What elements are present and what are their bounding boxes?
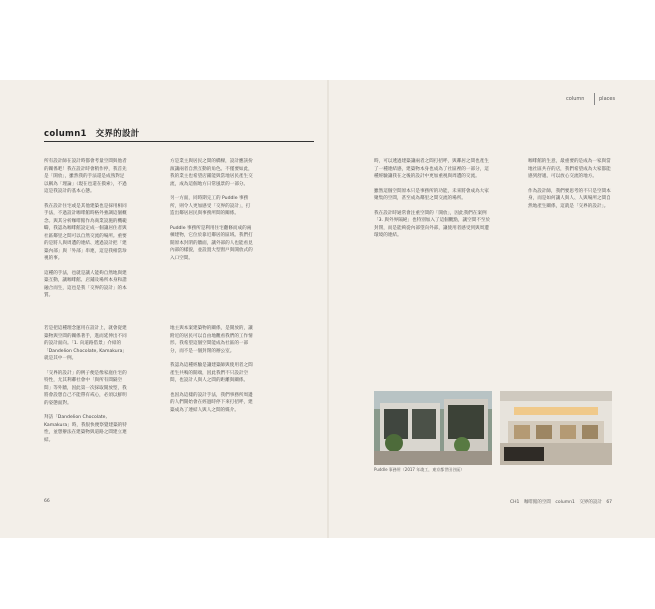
paragraph: 所有設計師在設計時都會考量空間與他者的關係吧！我在設計時會稍作停，我首先是「開放」，雖然我的手法還是成熟對足以稱為「理論」（現在也還在摸索），不過這是我設計的基本心態。	[44, 159, 127, 194]
text-column-2	[170, 158, 253, 269]
page-footer-right: CH1 咖啡館的空間 column1 交界的設計 67	[510, 500, 613, 505]
paragraph: 時，可以透過建築讓兩者之間打招呼，與鄰居之間也產生了一種連結感，建築物本身也成為了社區裡的一部分，這種經驗讓我在之後的設計中更加重視與周遭的交流。	[374, 159, 489, 179]
paragraph: 我在設計時通常會注重空間的「開放」，因此我們在案例「3. 與外界隔絕」也特別加入了這個觀點，讓空間不至於封閉，而是能夠從內部望向外部，讓使用者感受到與周遭環境的連結。	[374, 210, 491, 238]
paragraph: 這種的手法，也就是讓人能夠自然地與建築互動，讓咖啡館、店鋪及場所本身和諧融合而生，這也是我「交界的設計」的本質。	[44, 270, 127, 298]
text-column-4	[528, 158, 611, 217]
paragraph: 地主與本案建築物的關係，是開放的，讓附近的居民可以自由地觀看我們的工作情形。我希望這個空間能成為社區的一部分，而不是一個封閉的辦公室。	[170, 326, 253, 354]
page-number-left: 66	[44, 499, 50, 504]
interior-photo	[500, 391, 612, 465]
page-title: column1 交界的設計	[44, 129, 140, 139]
text-column-3	[374, 158, 492, 247]
paragraph: 若是把這種理念運用在設計上，就會從建築物與空間的關係著手，進而延伸出不同的設計面向。「1. 向道路借景」介紹的「Dandelion Chocolate, Kamakura」就是其中一例。	[44, 326, 128, 361]
paragraph: 拜訪「Dandelion Chocolate, Kamakura」時，我很快便察覺建築的特性，並想辦法在建築物與道路之間建立連結。	[44, 415, 127, 443]
exterior-photo	[374, 391, 492, 465]
running-header-places: places	[599, 96, 616, 102]
running-header-column: column	[566, 96, 585, 102]
paragraph: 方是業主與居民之間的橋樑，設計應該扮演讓兩者自然互動的角色。不僅要如此，我的業主也希望店鋪能與當地居民產生交流，成為這個地方日常風景的一部分。	[170, 159, 253, 187]
paragraph: 「交界的設計」的例子便是像家庭住宅的特性，尤其利鄰社會中「與所有間隔空間」等外牆，因此第一次採取開放型，我將會設想自己不能帶有戒心，必須以鮮明的姿態面對。	[44, 370, 127, 406]
text-column-2b	[170, 325, 253, 421]
paragraph: 也因為這樣的設計手法，我們事務所周邊的人們開始會在經過時停下來打招呼，建築成為了連結人與人之間的媒介。	[170, 392, 253, 413]
paragraph: 咖啡館的生意，最重要的是成為一家與當地社區共存的店，我們希望成為大家都能感到舒適、可以放心交流的地方。	[528, 159, 611, 179]
paragraph: 作為設計師，我們要思考的不只是空間本身，而是如何讓人與人、人與場所之間自然地產生關係，這就是「交界的設計」。	[528, 188, 611, 209]
text-column-1b	[44, 325, 127, 451]
gutter	[327, 80, 329, 538]
paragraph: 另一方面，同時期完工的 Puddle 事務所，則令人更加感受「交界的設計」，打造出鄰居居民與事務所間的關係。	[170, 196, 251, 216]
text-column-1	[44, 158, 127, 307]
title-underline	[44, 141, 314, 142]
paragraph: 我認為這種經驗是讓建築師與使用者之間產生共鳴的開端，因此我們不只設計空間，也設計人與人之間的距離與關係。	[170, 363, 253, 383]
photo-caption: Puddle 事務所（2017 年竣工，東京都世田谷區）	[374, 467, 465, 472]
book-spread	[0, 80, 655, 538]
paragraph: 雖然這個空間原本只是事務所的功能，未來將會成為大家聚集的空間，甚至成為鄰里之間交流的場所。	[374, 188, 489, 201]
paragraph: Puddle 事務所是利用住宅翻修而成的兩棟建物，它位於靠近鄰居的區域。我們打開原本封閉的牆面，讓外部的人也能看見內部的樣貌，並設置大型窗戶與開放式的入口空間。	[170, 225, 253, 261]
paragraph: 我在設計住宅或是其他建築也是採用相同手法，不過設計咖啡館時格外強調這個概念。與其分析咖啡館作為商業設施的機範疇，我認為咖啡館設定成一個讓居住者與社區鄰里之間可以自然交流的場所。重要的是將人與周遭的連結、透過設計把「建築內部」與「外部」串連，這是我相當珍視的事。	[44, 203, 127, 261]
header-divider	[594, 93, 595, 105]
